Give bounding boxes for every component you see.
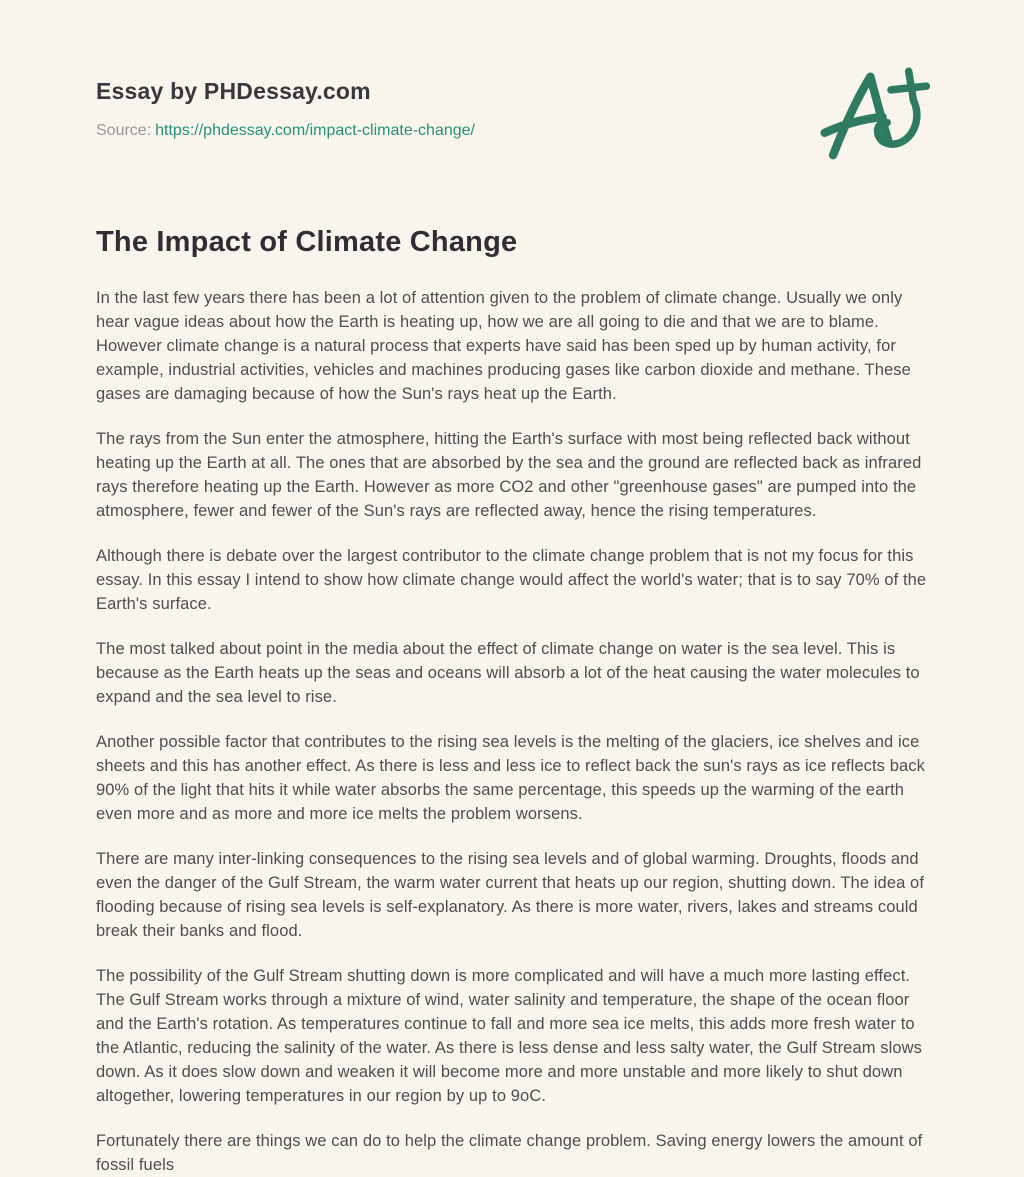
document-header bbox=[96, 78, 928, 140]
essay-paragraph: Another possible factor that contributes to the rising sea levels is the melting of the glaciers, ice shelves and ice sheets and this has another effect. As there is less and less ice to reflect back the sun's rays as ice reflects back 90% of the light that hits it while water absorbs the same percentage, this speeds up the warming of the earth even more and as more and more ice melts the problem worsens. bbox=[96, 733, 925, 823]
essay-body bbox=[96, 286, 928, 1177]
essay-paragraph: The rays from the Sun enter the atmosphere, hitting the Earth's surface with most being reflected back without heating up the Earth at all. The ones that are absorbed by the sea and the ground are reflected back as infrared rays therefore heating up the Earth. However as more CO2 and other "greenhouse gases" are pumped into the atmosphere, fewer and fewer of the Sun's rays are reflected away, hence the rising temperatures. bbox=[96, 430, 922, 520]
essay-title: The Impact of Climate Change bbox=[96, 226, 518, 258]
essay-paragraph: Fortunately there are things we can do to help the climate change problem. Saving energy lowers the amount of fossil fuels bbox=[96, 1132, 923, 1174]
source-link[interactable]: https://phdessay.com/impact-climate-change/ bbox=[155, 122, 475, 139]
essay-paragraph: The most talked about point in the media about the effect of climate change on water is the sea level. This is because as the Earth heats up the seas and oceans will absorb a lot of the heat causing the water molecules to expand and the sea level to rise. bbox=[96, 640, 920, 706]
a-plus-logo-icon bbox=[820, 64, 932, 168]
source-label: Source: bbox=[96, 122, 152, 139]
essay-paragraph: The possibility of the Gulf Stream shutting down is more complicated and will have a much more lasting effect. The Gulf Stream works through a mixture of wind, water salinity and temperature, the shape of the ocean floor and the Earth's rotation. As temperatures continue to fall and more sea ice melts, this adds more fresh water to the Atlantic, reducing the salinity of the water. As there is less dense and less salty water, the Gulf Stream slows down. As it does slow down and weaken it will become more and more unstable and more likely to shut down altogether, lowering temperatures in our region by up to 9oC. bbox=[96, 967, 923, 1105]
source-line bbox=[96, 122, 928, 140]
site-header-title: Essay by PHDessay.com bbox=[96, 78, 371, 104]
essay-paragraph: There are many inter-linking consequences to the rising sea levels and of global warming. Droughts, floods and even the danger of the Gulf Stream, the warm water current that heats up our region, shutting down. The idea of flooding because of rising sea levels is self-explanatory. As there is more water, rivers, lakes and streams could break their banks and flood. bbox=[96, 850, 925, 940]
essay-paragraph: Although there is debate over the largest contributor to the climate change problem that is not my focus for this essay. In this essay I intend to show how climate change would affect the world's water; that is to say 70% of the Earth's surface. bbox=[96, 547, 927, 613]
essay-paragraph: In the last few years there has been a lot of attention given to the problem of climate change. Usually we only hear vague ideas about how the Earth is heating up, how we are all going to die and that we are to blame. However climate change is a natural process that experts have said has been sped up by human activity, for example, industrial activities, vehicles and machines producing gases like carbon dioxide and methane. These gases are damaging because of how the Sun's rays heat up the Earth. bbox=[96, 289, 911, 403]
